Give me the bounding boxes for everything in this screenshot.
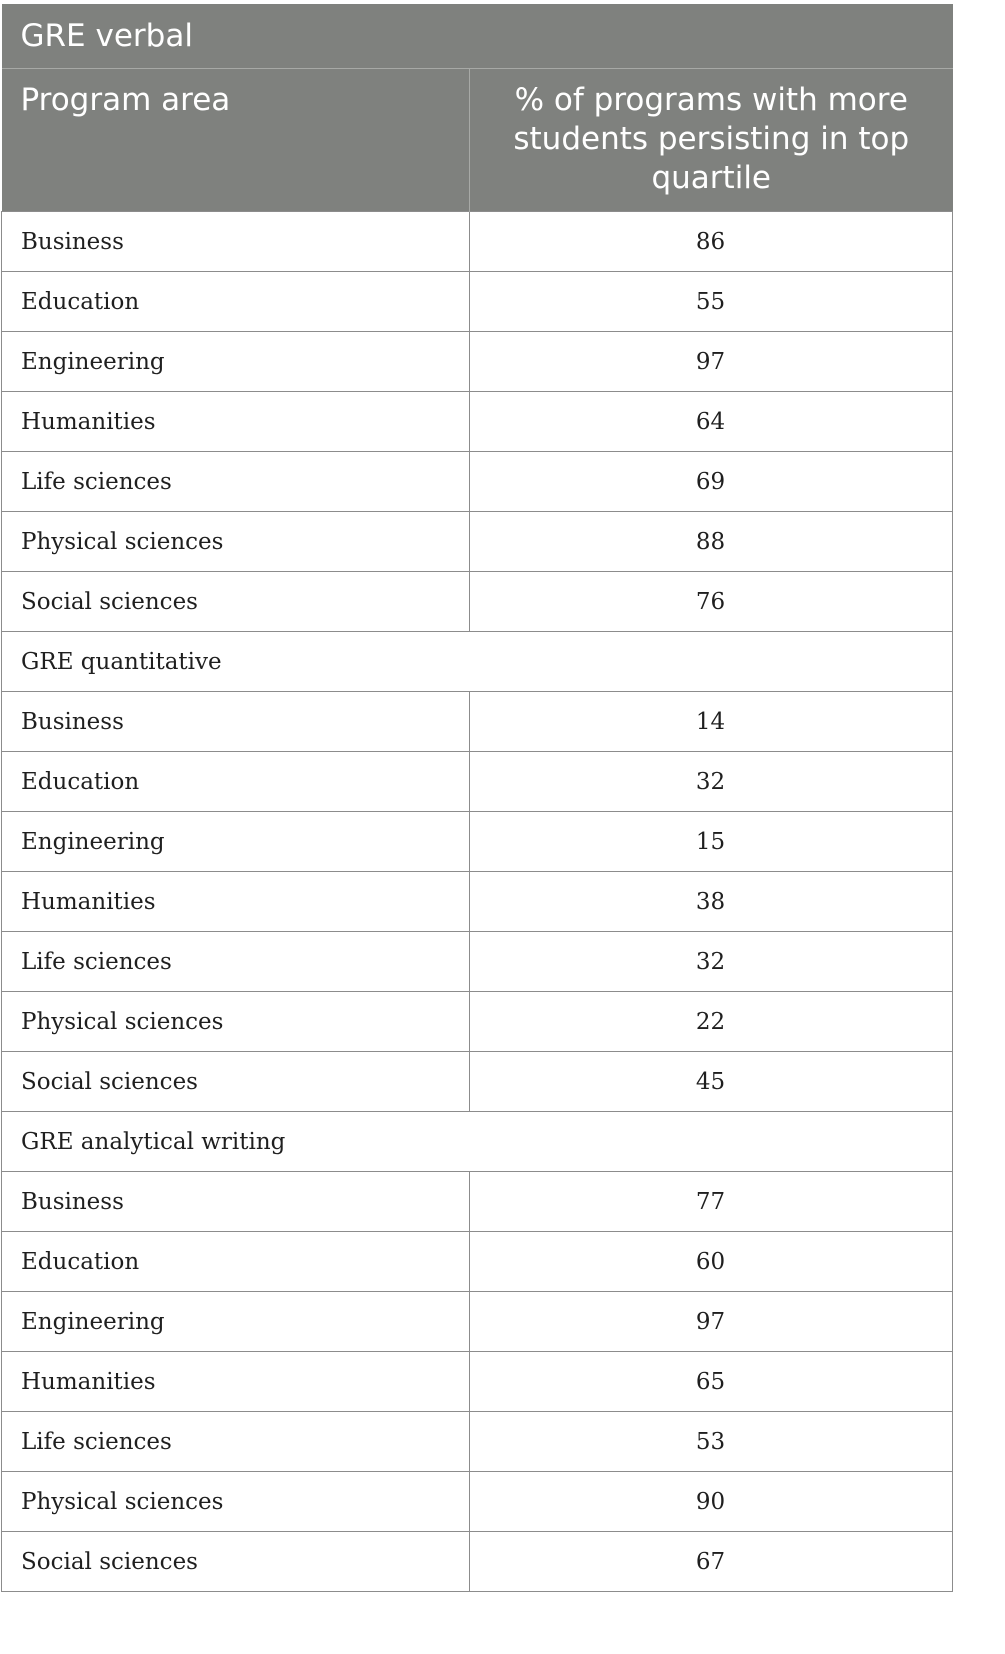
table-row [2,392,953,452]
percent-cell: 65 [470,1352,953,1412]
percent-cell: 77 [470,1172,953,1232]
section-label-analytical-writing: GRE analytical writing [2,1112,953,1172]
percent-cell: 60 [470,1232,953,1292]
percent-cell: 14 [470,692,953,752]
percent-cell: 86 [470,212,953,272]
table-row [2,692,953,752]
program-area-cell: Humanities [2,392,470,452]
percent-cell: 76 [470,572,953,632]
table-row [2,1052,953,1112]
program-area-cell: Life sciences [2,1412,470,1472]
program-area-cell: Humanities [2,872,470,932]
table-row [2,812,953,872]
table-row [2,272,953,332]
program-area-cell: Social sciences [2,572,470,632]
percent-cell: 15 [470,812,953,872]
column-header-percent: % of programs with more students persisting in top quartile [470,69,953,212]
percent-cell: 32 [470,932,953,992]
program-area-cell: Business [2,212,470,272]
program-area-cell: Social sciences [2,1532,470,1592]
table-row [2,212,953,272]
program-area-cell: Business [2,1172,470,1232]
program-area-cell: Life sciences [2,452,470,512]
program-area-cell: Social sciences [2,1052,470,1112]
gre-persistence-table [1,4,953,1592]
program-area-cell: Business [2,692,470,752]
section-header-row [2,1112,953,1172]
percent-cell: 53 [470,1412,953,1472]
table-row [2,1532,953,1592]
column-header-row [2,69,953,212]
table-row [2,872,953,932]
percent-cell: 90 [470,1472,953,1532]
table-row [2,512,953,572]
column-header-program-area: Program area [2,69,470,212]
program-area-cell: Engineering [2,812,470,872]
program-area-cell: Engineering [2,1292,470,1352]
percent-cell: 22 [470,992,953,1052]
table-row [2,932,953,992]
table-row [2,452,953,512]
percent-cell: 38 [470,872,953,932]
section-label-quantitative: GRE quantitative [2,632,953,692]
percent-cell: 97 [470,332,953,392]
percent-cell: 45 [470,1052,953,1112]
percent-cell: 55 [470,272,953,332]
program-area-cell: Physical sciences [2,992,470,1052]
program-area-cell: Physical sciences [2,512,470,572]
program-area-cell: Education [2,752,470,812]
table-row [2,1472,953,1532]
table-title-row [2,4,953,69]
table-row [2,1172,953,1232]
program-area-cell: Life sciences [2,932,470,992]
program-area-cell: Physical sciences [2,1472,470,1532]
program-area-cell: Education [2,272,470,332]
program-area-cell: Engineering [2,332,470,392]
table-row [2,332,953,392]
table-row [2,1352,953,1412]
table-row [2,1412,953,1472]
percent-cell: 88 [470,512,953,572]
table-row [2,752,953,812]
percent-cell: 97 [470,1292,953,1352]
table-row [2,572,953,632]
section-header-row [2,632,953,692]
percent-cell: 69 [470,452,953,512]
program-area-cell: Education [2,1232,470,1292]
table-row [2,992,953,1052]
program-area-cell: Humanities [2,1352,470,1412]
table-title: GRE verbal [2,4,953,69]
table-row [2,1292,953,1352]
percent-cell: 32 [470,752,953,812]
table-row [2,1232,953,1292]
percent-cell: 67 [470,1532,953,1592]
percent-cell: 64 [470,392,953,452]
